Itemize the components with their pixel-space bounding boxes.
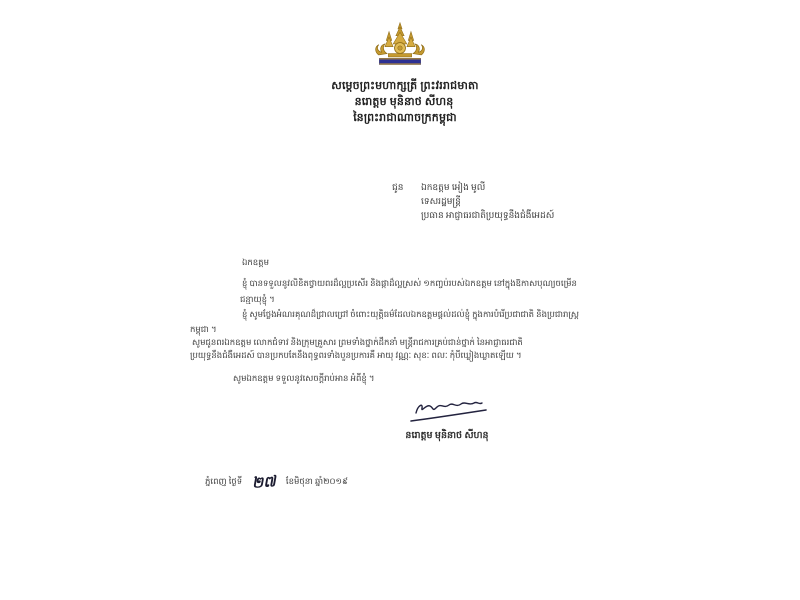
recipient-name: ឯកឧត្តម អៀង មូលី (421, 182, 486, 192)
salutation: ឯកឧត្តម (242, 257, 269, 267)
paragraph-2-line-2: កម្ពុជា ។ (190, 324, 217, 334)
letterhead-line-3: នៃព្រះរាជាណាចក្រកម្ពុជា (353, 112, 457, 124)
recipient-title: ទេសរដ្ឋមន្ត្រី (421, 196, 461, 206)
signature-icon (408, 398, 488, 424)
paragraph-2-line-1: ខ្ញុំ សូមថ្លែងអំណរគុណដ៏ជ្រាលជ្រៅ ចំពោះយុត្តិធម៌ដែលឯកឧត្តមផ្តល់ដល់ខ្ញុំ ក្នុងការបំរើប្រជាជាតិ និងប្រជារាស្ត្រ (242, 309, 580, 319)
dateline (205, 474, 348, 492)
letterhead-line-1: សម្តេចព្រះមហាក្សត្រី ព្រះវររាជមាតា (331, 80, 479, 92)
signer-name: នរោត្តម មុនិនាថ សីហនុ (405, 431, 489, 441)
dateline-month-year: ខែមិថុនា ឆ្នាំ២០១៩ (285, 476, 348, 486)
recipient-organization: ប្រធាន អាជ្ញាធរជាតិប្រយុទ្ធនឹងជំងឺអេដស៍ (421, 210, 555, 220)
paragraph-1-line-2: ជន្មាយុខ្ញុំ ។ (240, 294, 275, 304)
paragraph-1-line-1: ខ្ញុំ បានទទួលនូវលិខិតថ្វាយពរដ៏ល្អប្រសើរ និងផ្កាដ៏ល្អស្រស់ ១កញ្ចប់របស់ឯកឧត្តម នៅក្នុងឱកាសបុណ្យចម្រើន (242, 278, 577, 288)
dateline-place-day-label: ភ្នំពេញ ថ្ងៃទី (205, 476, 243, 486)
royal-arms-icon (369, 22, 431, 70)
dateline-handwritten-day: ២៧ (251, 474, 277, 492)
recipient-to-label: ជូន (392, 182, 404, 192)
paragraph-3-line-2: ប្រយុទ្ធនឹងជំងឺអេដស៍ បានប្រកបតែនឹងពុទ្ធពរទាំងបួនប្រការគឺ អាយុ វណ្ណៈ សុខៈ ពលៈ កុំបីឃ្លៀងឃ្លាតឡើយ ។ (190, 350, 522, 360)
closing-line: សូមឯកឧត្តម ទទួលនូវសេចក្តីរាប់អាន អំពីខ្ញុំ ។ (233, 373, 375, 383)
letterhead-line-2: នរោត្តម មុនិនាថ សីហនុ (354, 96, 454, 108)
paragraph-3-line-1: សូមជូនពរឯកឧត្តម លោកជំទាវ និងក្រុមគ្រួសារ ព្រមទាំងថ្នាក់ដឹកនាំ មន្ត្រីរាជការគ្រប់ជាន់ថ្នាក់ នៃអាជ្ញាធរជាតិ (192, 337, 523, 347)
